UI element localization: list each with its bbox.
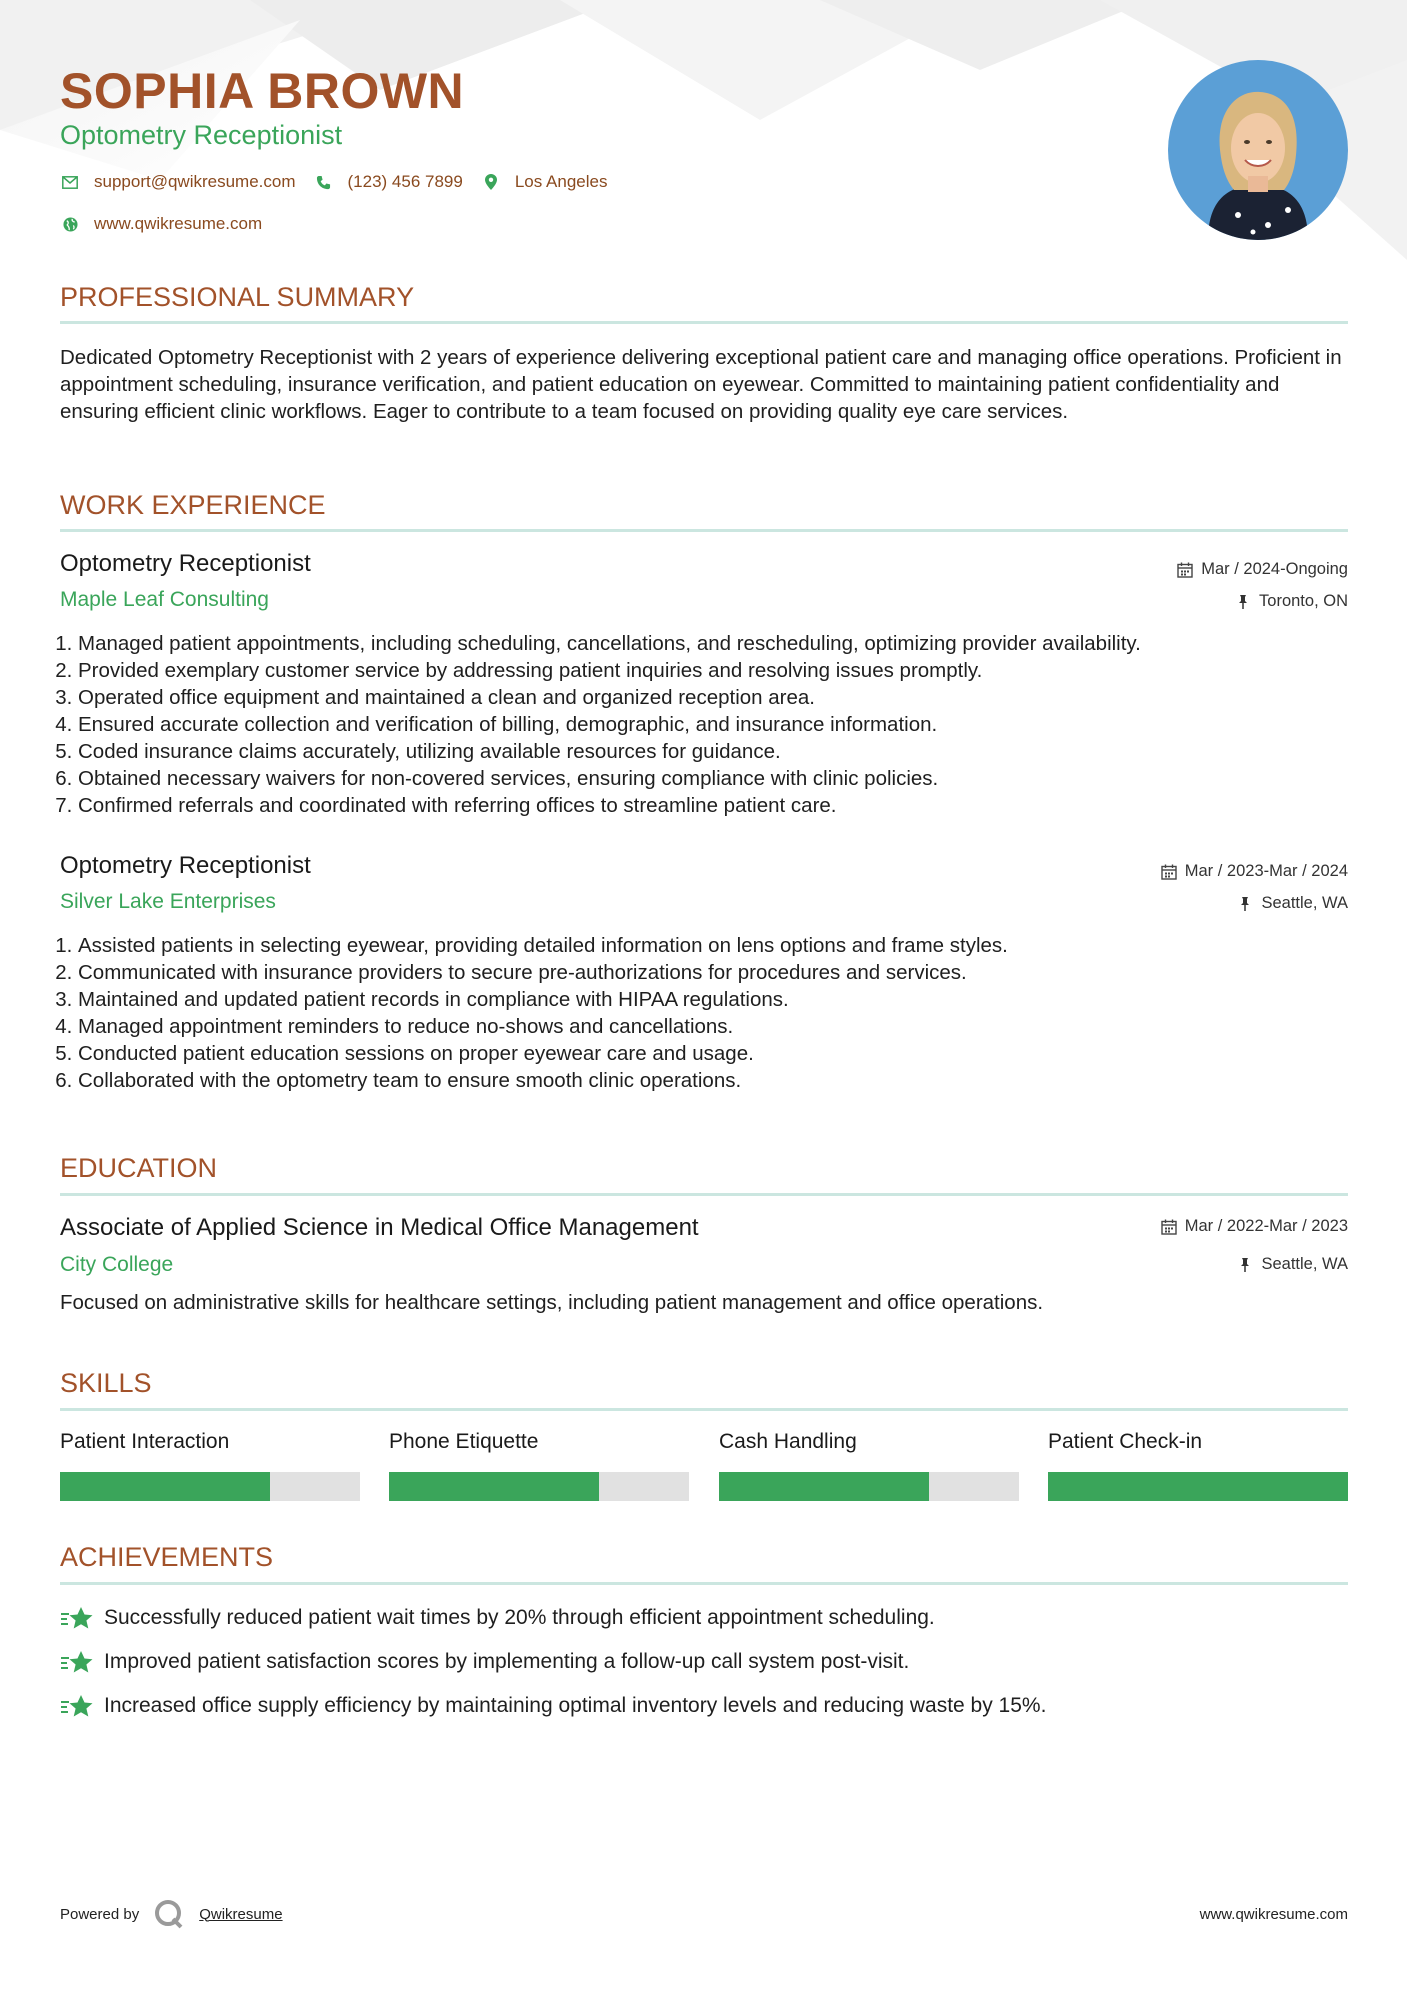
contact-phone[interactable]	[314, 172, 463, 192]
skill-bar-fill	[719, 1472, 929, 1501]
envelope-icon	[60, 172, 80, 192]
globe-icon	[60, 214, 80, 234]
list-item: 1. Managed patient appointments, including scheduling, cancellations, and rescheduling, optimizing provider availability.	[78, 630, 1348, 657]
list-item: 5. Coded insurance claims accurately, utilizing available resources for guidance.	[78, 738, 1348, 765]
achievement-item	[60, 1649, 909, 1675]
achievement-text: Successfully reduced patient wait times by 20% through efficient appointment scheduling.	[104, 1606, 935, 1629]
list-item: 3. Maintained and updated patient records in compliance with HIPAA regulations.	[78, 986, 1348, 1013]
email-text: support@qwikresume.com	[94, 172, 296, 191]
location-text: Los Angeles	[514, 172, 608, 191]
achievement-item	[60, 1693, 1046, 1719]
list-item: 2. Communicated with insurance providers to secure pre-authorizations for procedures and services.	[78, 959, 1348, 986]
job-2-company: Silver Lake Enterprises	[60, 890, 276, 913]
skills-section-title: SKILLS	[60, 1368, 152, 1398]
skill-item	[1048, 1430, 1348, 1501]
pushpin-icon	[1237, 896, 1253, 912]
skill-name: Cash Handling	[719, 1430, 857, 1453]
star-icon	[60, 1605, 94, 1631]
education-location-text: Seattle, WA	[1261, 1255, 1348, 1273]
education-section-title: EDUCATION	[60, 1153, 218, 1183]
skill-item	[719, 1430, 1019, 1501]
skill-name: Patient Interaction	[60, 1430, 230, 1453]
pushpin-icon	[1237, 1257, 1253, 1273]
list-item: 7. Confirmed referrals and coordinated with referring offices to streamline patient care.	[78, 792, 1348, 819]
skill-bar-fill	[60, 1472, 270, 1501]
job-1-dates	[1177, 560, 1348, 579]
job-1-location	[1235, 592, 1348, 611]
profile-photo	[1168, 60, 1348, 240]
skill-bar	[60, 1472, 360, 1501]
contact-email[interactable]	[60, 172, 296, 192]
summary-text: Dedicated Optometry Receptionist with 2 years of experience delivering exceptional patient care and managing office operations. Proficient in appointment scheduling, insurance verification, and patient education on eyewear. Committed to maintaining patient confidentiality and ensuring efficient clinic workflows. Eager to contribute to a team focused on providing quality eye care services.	[60, 346, 1342, 423]
skill-bar-fill	[389, 1472, 599, 1501]
contact-website[interactable]	[60, 214, 262, 234]
achievement-text: Improved patient satisfaction scores by implementing a follow-up call system post-visit.	[104, 1650, 910, 1673]
calendar-icon	[1161, 1219, 1177, 1235]
phone-text: (123) 456 7899	[347, 172, 463, 191]
education-dates	[1161, 1217, 1348, 1236]
footer-website-link[interactable]: www.qwikresume.com	[1199, 1906, 1348, 1923]
job-2-dates-text: Mar / 2023-Mar / 2024	[1184, 862, 1348, 880]
education-dates-text: Mar / 2022-Mar / 2023	[1184, 1217, 1348, 1235]
experience-divider	[60, 529, 1348, 532]
list-item: 5. Conducted patient education sessions on proper eyewear care and usage.	[78, 1040, 1348, 1067]
powered-by-label: Powered by	[60, 1905, 140, 1923]
job-1-company: Maple Leaf Consulting	[60, 588, 269, 611]
education-location	[1237, 1255, 1348, 1274]
job-2-dates	[1161, 862, 1348, 881]
list-item: 2. Provided exemplary customer service by addressing patient inquiries and resolving issues promptly.	[78, 657, 1348, 684]
star-icon	[60, 1649, 94, 1675]
website-text: www.qwikresume.com	[94, 214, 263, 233]
calendar-icon	[1161, 864, 1177, 880]
education-school: City College	[60, 1253, 174, 1276]
list-item: 4. Managed appointment reminders to reduce no-shows and cancellations.	[78, 1013, 1348, 1040]
skill-item	[60, 1430, 360, 1501]
education-divider	[60, 1193, 1348, 1196]
footer-powered-by	[60, 1898, 283, 1930]
candidate-name: SOPHIA BROWN	[60, 63, 465, 119]
education-description: Focused on administrative skills for healthcare settings, including patient management and office operations.	[60, 1291, 1044, 1314]
job-2-location	[1237, 894, 1348, 913]
skill-name: Patient Check-in	[1048, 1430, 1203, 1453]
skill-bar-fill	[1048, 1472, 1348, 1501]
contact-location	[481, 172, 608, 192]
skill-name: Phone Etiquette	[389, 1430, 539, 1453]
qwikresume-logo-icon	[153, 1898, 185, 1930]
job-2-title: Optometry Receptionist	[60, 852, 311, 879]
skill-bar	[389, 1472, 689, 1501]
skill-item	[389, 1430, 689, 1501]
achievements-section-title: ACHIEVEMENTS	[60, 1542, 274, 1572]
candidate-role: Optometry Receptionist	[60, 120, 343, 150]
skill-bar	[1048, 1472, 1348, 1501]
list-item: 1. Assisted patients in selecting eyewear, providing detailed information on lens options and frame styles.	[78, 932, 1348, 959]
list-item: 6. Collaborated with the optometry team to ensure smooth clinic operations.	[78, 1067, 1348, 1094]
contact-row-primary	[60, 172, 625, 192]
achievements-divider	[60, 1582, 1348, 1585]
job-1-title: Optometry Receptionist	[60, 550, 311, 577]
list-item: 6. Obtained necessary waivers for non-covered services, ensuring compliance with clinic policies.	[78, 765, 1348, 792]
education-degree: Associate of Applied Science in Medical Office Management	[60, 1214, 699, 1241]
calendar-icon	[1177, 562, 1193, 578]
summary-section-title: PROFESSIONAL SUMMARY	[60, 282, 415, 312]
experience-section-title: WORK EXPERIENCE	[60, 490, 326, 520]
phone-icon	[314, 172, 334, 192]
skills-divider	[60, 1408, 1348, 1411]
list-item: 3. Operated office equipment and maintained a clean and organized reception area.	[78, 684, 1348, 711]
list-item: 4. Ensured accurate collection and verification of billing, demographic, and insurance information.	[78, 711, 1348, 738]
star-icon	[60, 1693, 94, 1719]
job-1-location-text: Toronto, ON	[1259, 592, 1348, 610]
job-1-dates-text: Mar / 2024-Ongoing	[1201, 560, 1348, 578]
skill-bar	[719, 1472, 1019, 1501]
achievement-item	[60, 1605, 935, 1631]
contact-row-secondary	[60, 214, 280, 234]
job-2-location-text: Seattle, WA	[1261, 894, 1348, 912]
summary-divider	[60, 321, 1348, 324]
job-2-bullets	[60, 932, 1348, 1094]
map-pin-icon	[481, 172, 501, 192]
job-1-bullets	[60, 630, 1348, 819]
achievement-text: Increased office supply efficiency by maintaining optimal inventory levels and reducing waste by 15%.	[104, 1694, 1047, 1717]
qwikresume-link[interactable]: Qwikresume	[199, 1905, 283, 1923]
pushpin-icon	[1235, 594, 1251, 610]
